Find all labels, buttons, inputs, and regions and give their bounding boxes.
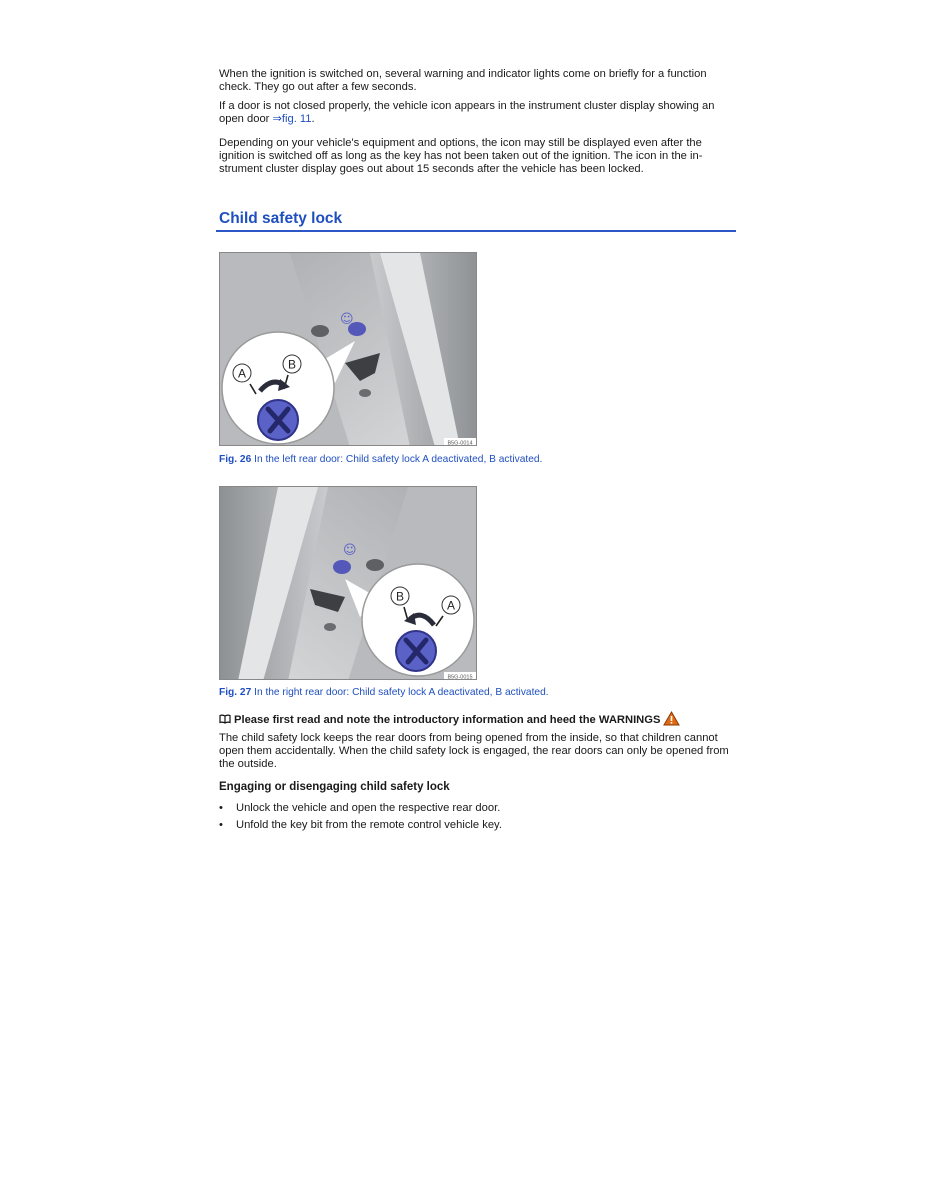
section-divider — [216, 230, 736, 232]
note-text: Please first read and note the introductory information and heed the WARNINGS — [234, 714, 661, 726]
figure-27-number: Fig. 27 — [219, 687, 252, 698]
fig27-label-b: B — [395, 589, 405, 604]
fig26-label-a: A — [237, 366, 247, 381]
list-item-text: Unlock the vehicle and open the respective rear door. — [236, 802, 501, 814]
figure-26-image — [219, 252, 477, 446]
section-title: Child safety lock — [219, 210, 343, 227]
fig26-code: B5G-0014 — [447, 440, 473, 446]
figure-27-caption — [219, 687, 549, 698]
figure-26-number: Fig. 26 — [219, 454, 252, 465]
reference-arrow-icon: ⇒ — [272, 113, 282, 125]
figure-26-caption-text: In the left rear door: Child safety lock A deactivated, B activated. — [251, 454, 543, 465]
figure-27-caption-text: In the right rear door: Child safety lock A deactivated, B activated. — [251, 687, 549, 698]
warning-triangle-icon[interactable] — [663, 711, 680, 729]
fig27-label-a: A — [446, 598, 456, 613]
fig-11-link[interactable]: fig. 11 — [281, 113, 312, 125]
svg-text:☺: ☺ — [343, 543, 357, 558]
body-paragraph: The child safety lock keeps the rear doors from being opened from the inside, so that children cannot open them accidentally. When the child safety lock is engaged, the rear doors can only be opened from the outside. — [219, 732, 729, 770]
svg-text:☺: ☺ — [340, 312, 354, 327]
read-warnings-note — [219, 711, 680, 729]
bullet-icon: • — [219, 802, 223, 814]
fig27-code: B5G-0015 — [447, 674, 473, 680]
figure-27-image — [219, 486, 477, 680]
book-icon — [219, 714, 231, 727]
intro-paragraph-2-end: . — [311, 113, 315, 125]
lock-slot-icon — [333, 560, 351, 574]
list-item — [219, 802, 500, 814]
fig26-label-b: B — [287, 357, 297, 372]
figure-26-caption — [219, 454, 542, 465]
bullet-icon: • — [219, 819, 223, 831]
intro-paragraph-2-text: If a door is not closed properly, the vehicle icon appears in the instrument cluster display showing an open door — [219, 100, 715, 125]
intro-paragraph-1: When the ignition is switched on, several warning and indicator lights come on briefly for a function check. They go out after a few seconds. — [219, 68, 707, 93]
intro-paragraph-2 — [219, 100, 729, 126]
list-item — [219, 819, 502, 831]
intro-paragraph-3: Depending on your vehicle's equipment and options, the icon may still be displayed even after the ignition is switched off as long as the key has not been taken out of the ignition. The icon in the in-strument cluster display goes out about 15 seconds after the vehicle has been locked. — [219, 137, 703, 175]
subheading: Engaging or disengaging child safety lock — [219, 781, 450, 793]
list-item-text: Unfold the key bit from the remote control vehicle key. — [236, 819, 502, 831]
